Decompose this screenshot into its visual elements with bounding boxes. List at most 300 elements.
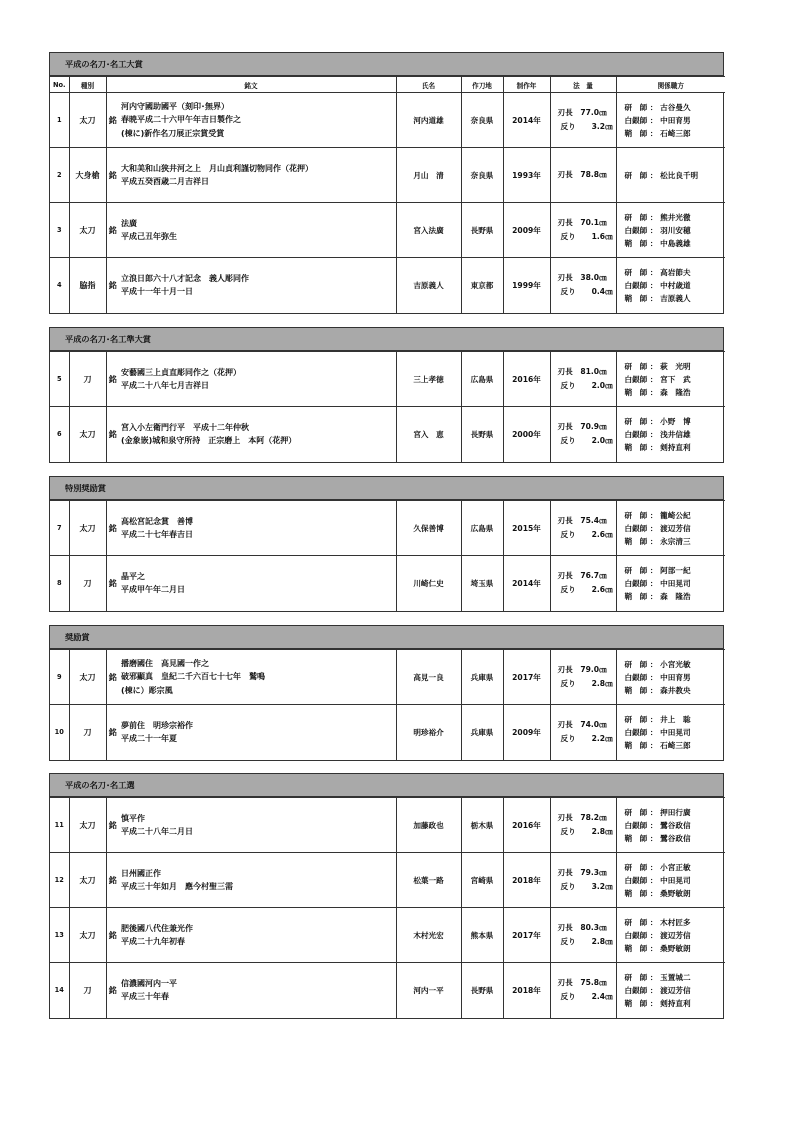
inscription-line: 播磨國住 高見國一作之 [121, 658, 209, 668]
row-number: 13 [50, 908, 69, 963]
curvature-value: 2.0㎝ [591, 381, 613, 390]
curvature [558, 434, 616, 448]
blade-length-label: 刃長 [557, 170, 573, 179]
inscription-line: 慎平作 [121, 813, 145, 823]
forge-location: 奈良県 [461, 93, 503, 148]
craftsmen [616, 203, 725, 258]
curvature-value: 2.8㎝ [591, 679, 613, 688]
column-header-measurement: 法 量 [550, 77, 616, 93]
section-title: 奨励賞 [50, 626, 723, 649]
production-year: 2017年 [503, 908, 550, 963]
craftsman-line: 白銀師 ： 中田育男 [624, 115, 691, 125]
row-number: 3 [50, 203, 69, 258]
mei-label: 銘 [106, 556, 119, 611]
curvature [558, 583, 616, 597]
inscription-line: 高松宮記念賞 善博 [121, 516, 193, 526]
table-row [50, 352, 725, 407]
sword-category: 太刀 [69, 407, 106, 462]
curvature-label: 反り [560, 122, 576, 131]
smith-name: 宮入 恵 [396, 407, 461, 462]
inscription-line: 宮入小左衛門行平 平成十二年仲秋 [121, 422, 249, 432]
curvature [558, 285, 616, 299]
blade-length-value: 79.3㎝ [580, 868, 607, 877]
blade-length [558, 811, 616, 825]
sword-category: 刀 [69, 705, 106, 760]
award-section [49, 625, 724, 761]
blade-length-label: 刃長 [557, 978, 573, 988]
sword-category: 太刀 [69, 203, 106, 258]
mei-label: 銘 [106, 258, 119, 313]
table-row [50, 963, 725, 1018]
inscription [119, 407, 396, 462]
section-title: 特別奨励賞 [50, 477, 723, 500]
curvature [558, 732, 616, 746]
measurements [550, 853, 616, 908]
craftsman-line: 白銀師 ： 渡辺芳信 [624, 523, 691, 533]
column-header-inscription: 銘文 [106, 77, 396, 93]
section-title: 平成の名刀･名工準大賞 [50, 328, 723, 351]
mei-label: 銘 [106, 501, 119, 556]
inscription-line: 肥後國八代住兼光作 [121, 923, 193, 933]
table-row [50, 93, 725, 148]
inscription [119, 501, 396, 556]
curvature-label: 反り [560, 992, 576, 1002]
production-year: 2000年 [503, 407, 550, 462]
blade-length-value: 79.0㎝ [580, 665, 607, 674]
blade-length-value: 70.1㎝ [580, 218, 607, 227]
measurements [550, 203, 616, 258]
measurements [550, 705, 616, 760]
blade-length-label: 刃長 [557, 868, 573, 877]
craftsman-line: 研 師 ： 古谷曼久 [624, 102, 691, 112]
blade-length-label: 刃長 [557, 422, 573, 432]
smith-name: 川崎仁史 [396, 556, 461, 611]
blade-length-value: 76.7㎝ [580, 571, 607, 581]
craftsman-line: 研 師 ： 小宮正敏 [624, 862, 691, 872]
mei-label: 銘 [106, 93, 119, 148]
row-number: 11 [50, 798, 69, 853]
inscription [119, 963, 396, 1018]
inscription-line: 平成己丑年弥生 [121, 232, 177, 241]
inscription-line: 河内守國助國平（刻印･無界） [121, 101, 229, 111]
craftsmen [616, 93, 725, 148]
craftsman-line: 鞘 師 ： 森 隆浩 [624, 387, 691, 397]
craftsman-line: 研 師 ： 木村匠多 [624, 917, 691, 927]
curvature-label: 反り [560, 882, 576, 891]
inscription [119, 798, 396, 853]
inscription-line: 信濃國河内一平 [121, 978, 177, 988]
blade-length-value: 78.8㎝ [580, 170, 607, 179]
production-year: 2014年 [503, 93, 550, 148]
craftsman-line: 研 師 ： 阿部一紀 [624, 565, 691, 575]
curvature-value: 2.2㎝ [591, 734, 613, 744]
smith-name: 吉原義人 [396, 258, 461, 313]
blade-length [558, 866, 616, 880]
inscription-line: 平成二十九年初春 [121, 937, 185, 946]
craftsman-line: 白銀師 ： 中田育男 [624, 672, 691, 682]
craftsman-line: 研 師 ： 熊井光徹 [624, 212, 691, 222]
row-number: 2 [50, 148, 69, 203]
curvature [558, 880, 616, 894]
forge-location: 宮崎県 [461, 853, 503, 908]
curvature [558, 379, 616, 393]
forge-location: 栃木県 [461, 798, 503, 853]
curvature-value: 1.6㎝ [591, 232, 613, 241]
award-section [49, 476, 724, 612]
award-section [49, 773, 724, 1019]
mei-label: 銘 [106, 148, 119, 203]
inscription-line: 日州國正作 [121, 868, 161, 878]
measurements [550, 93, 616, 148]
craftsman-line: 白銀師 ： 中田晃司 [624, 875, 691, 885]
craftsman-line: 白銀師 ： 中田晃司 [624, 727, 691, 737]
blade-length [558, 718, 616, 732]
row-number: 14 [50, 963, 69, 1018]
sword-category: 太刀 [69, 908, 106, 963]
blade-length [558, 168, 616, 182]
curvature [558, 825, 616, 839]
craftsman-line: 鞘 師 ： 剣持直利 [624, 442, 691, 452]
curvature [558, 935, 616, 949]
inscription [119, 853, 396, 908]
inscription-line: 安藝國三上貞直彫同作之（花押） [121, 367, 241, 377]
craftsman-line: 研 師 ： 小宮光敏 [624, 659, 691, 669]
craftsmen [616, 650, 725, 705]
measurements [550, 556, 616, 611]
award-section [49, 327, 724, 463]
table-row [50, 650, 725, 705]
craftsman-line: 鞘 師 ： 中島義雄 [624, 238, 691, 248]
craftsman-line: 白銀師 ： 渡辺芳信 [624, 985, 691, 995]
curvature-label: 反り [560, 827, 576, 836]
inscription-line: 夢前住 明珍宗裕作 [121, 720, 193, 730]
curvature-value: 2.6㎝ [591, 585, 613, 595]
craftsman-line: 鞘 師 ： 森 隆浩 [624, 591, 691, 601]
blade-length [558, 514, 616, 528]
curvature-value: 3.2㎝ [591, 122, 613, 131]
mei-label: 銘 [106, 650, 119, 705]
blade-length-label: 刃長 [557, 720, 573, 730]
measurements [550, 352, 616, 407]
blade-length-value: 75.4㎝ [580, 516, 607, 525]
inscription-line: (棟に)新作名刀展正宗賞受賞 [121, 128, 225, 138]
header-row [50, 77, 725, 93]
curvature-value: 2.4㎝ [591, 992, 613, 1002]
award-section [49, 52, 724, 314]
craftsman-line: 鞘 師 ： 桑野敏朗 [624, 943, 691, 953]
measurements [550, 501, 616, 556]
forge-location: 広島県 [461, 352, 503, 407]
inscription [119, 148, 396, 203]
smith-name: 河内一平 [396, 963, 461, 1018]
production-year: 1993年 [503, 148, 550, 203]
forge-location: 熊本県 [461, 908, 503, 963]
inscription-line: (棟に）彫宗風 [121, 685, 173, 695]
craftsman-line: 鞘 師 ： 鷺谷政信 [624, 833, 691, 843]
inscription-line: 平成二十一年夏 [121, 734, 177, 744]
blade-length-label: 刃長 [557, 813, 573, 822]
award-table [50, 500, 725, 611]
row-number: 1 [50, 93, 69, 148]
blade-length-label: 刃長 [557, 108, 573, 117]
inscription-line: 平成五癸酉歳二月吉祥日 [121, 177, 209, 186]
craftsmen [616, 556, 725, 611]
craftsman-line: 研 師 ： 押田行廣 [624, 807, 691, 817]
curvature-label: 反り [560, 232, 576, 241]
curvature-value: 2.6㎝ [591, 530, 613, 539]
measurements [550, 908, 616, 963]
inscription [119, 93, 396, 148]
craftsman-line: 研 師 ： 小野 博 [624, 416, 691, 426]
inscription-line: 平成十一年十月一日 [121, 287, 193, 297]
column-header-no: No. [50, 77, 69, 93]
inscription [119, 908, 396, 963]
production-year: 2009年 [503, 705, 550, 760]
table-row [50, 908, 725, 963]
production-year: 2018年 [503, 963, 550, 1018]
blade-length [558, 976, 616, 990]
smith-name: 月山 清 [396, 148, 461, 203]
column-header-name: 氏名 [396, 77, 461, 93]
blade-length-label: 刃長 [557, 516, 573, 525]
sword-category: 太刀 [69, 798, 106, 853]
production-year: 2017年 [503, 650, 550, 705]
curvature [558, 230, 616, 244]
table-row [50, 203, 725, 258]
table-row [50, 705, 725, 760]
award-table [50, 797, 725, 1018]
measurements [550, 650, 616, 705]
sword-category: 太刀 [69, 93, 106, 148]
award-table [50, 649, 725, 760]
production-year: 2009年 [503, 203, 550, 258]
production-year: 2016年 [503, 798, 550, 853]
forge-location: 長野県 [461, 963, 503, 1018]
curvature-label: 反り [560, 287, 576, 297]
blade-length-value: 78.2㎝ [580, 813, 607, 822]
mei-label: 銘 [106, 352, 119, 407]
row-number: 9 [50, 650, 69, 705]
sword-category: 大身槍 [69, 148, 106, 203]
blade-length-label: 刃長 [557, 367, 573, 376]
blade-length-value: 74.0㎝ [580, 720, 607, 730]
forge-location: 奈良県 [461, 148, 503, 203]
smith-name: 三上孝徳 [396, 352, 461, 407]
row-number: 12 [50, 853, 69, 908]
craftsman-line: 研 師 ： 高岩節夫 [624, 267, 691, 277]
inscription-line: 平成甲午年二月日 [121, 585, 185, 595]
smith-name: 加藤政也 [396, 798, 461, 853]
table-row [50, 556, 725, 611]
section-title: 平成の名刀･名工選 [50, 774, 723, 797]
mei-label: 銘 [106, 407, 119, 462]
blade-length-value: 81.0㎝ [580, 367, 607, 376]
inscription-line: 大和美和山狭井河之上 月山貞利謹切物同作（花押） [121, 163, 313, 173]
forge-location: 兵庫県 [461, 650, 503, 705]
craftsman-line: 研 師 ： 井上 聡 [624, 714, 691, 724]
craftsman-line: 白銀師 ： 中田晃司 [624, 578, 691, 588]
curvature-label: 反り [560, 679, 576, 688]
mei-label: 銘 [106, 908, 119, 963]
column-header-staff: 関係職方 [616, 77, 725, 93]
measurements [550, 258, 616, 313]
inscription-line: 平成二十八年二月日 [121, 827, 193, 836]
table-row [50, 501, 725, 556]
craftsmen [616, 258, 725, 313]
blade-length-value: 38.0㎝ [580, 273, 607, 283]
curvature [558, 677, 616, 691]
inscription-line: 破邪顯真 皇紀二千六百七十七年 鷲鳴 [121, 672, 265, 682]
table-row [50, 853, 725, 908]
craftsman-line: 研 師 ： 松比良千明 [624, 170, 699, 180]
curvature-value: 3.2㎝ [591, 882, 613, 891]
production-year: 2014年 [503, 556, 550, 611]
measurements [550, 798, 616, 853]
forge-location: 兵庫県 [461, 705, 503, 760]
blade-length-value: 77.0㎝ [580, 108, 607, 117]
mei-label: 銘 [106, 798, 119, 853]
row-number: 8 [50, 556, 69, 611]
curvature-value: 2.8㎝ [591, 827, 613, 836]
production-year: 1999年 [503, 258, 550, 313]
curvature [558, 990, 616, 1004]
craftsmen [616, 853, 725, 908]
forge-location: 広島県 [461, 501, 503, 556]
smith-name: 高見一良 [396, 650, 461, 705]
craftsman-line: 白銀師 ： 中村歳道 [624, 280, 691, 290]
craftsman-line: 鞘 師 ： 森井教央 [624, 685, 691, 695]
inscription-line: 春暁平成二十六甲午年吉日製作之 [121, 115, 241, 125]
craftsman-line: 鞘 師 ： 石崎三郎 [624, 128, 691, 138]
production-year: 2018年 [503, 853, 550, 908]
craftsmen [616, 798, 725, 853]
blade-length-value: 75.8㎝ [580, 978, 607, 988]
table-row [50, 258, 725, 313]
craftsmen [616, 963, 725, 1018]
sword-category: 太刀 [69, 650, 106, 705]
column-header-year: 制作年 [503, 77, 550, 93]
row-number: 10 [50, 705, 69, 760]
forge-location: 長野県 [461, 203, 503, 258]
sword-category: 刀 [69, 963, 106, 1018]
row-number: 6 [50, 407, 69, 462]
blade-length-label: 刃長 [557, 218, 573, 227]
sword-category: 太刀 [69, 501, 106, 556]
row-number: 7 [50, 501, 69, 556]
inscription-line: 平成二十八年七月吉祥日 [121, 381, 209, 390]
craftsmen [616, 501, 725, 556]
blade-length [558, 420, 616, 434]
mei-label: 銘 [106, 853, 119, 908]
curvature-value: 0.4㎝ [591, 287, 613, 297]
craftsman-line: 白銀師 ： 渡辺芳信 [624, 930, 691, 940]
craftsmen [616, 352, 725, 407]
row-number: 4 [50, 258, 69, 313]
table-row [50, 148, 725, 203]
blade-length [558, 271, 616, 285]
award-table [50, 351, 725, 462]
inscription-line: 平成二十七年春吉日 [121, 530, 193, 539]
blade-length [558, 365, 616, 379]
blade-length-label: 刃長 [557, 923, 573, 932]
inscription-line: (金象嵌)城和泉守所持 正宗磨上 本阿（花押） [121, 436, 297, 446]
inscription [119, 203, 396, 258]
production-year: 2015年 [503, 501, 550, 556]
craftsman-line: 白銀師 ： 羽川安穂 [624, 225, 691, 235]
mei-label: 銘 [106, 963, 119, 1018]
curvature-label: 反り [560, 436, 576, 446]
section-title: 平成の名刀･名工大賞 [50, 53, 723, 76]
mei-label: 銘 [106, 203, 119, 258]
table-row [50, 798, 725, 853]
inscription-line: 平成三十年春 [121, 992, 169, 1002]
craftsman-line: 鞘 師 ： 石崎三郎 [624, 740, 691, 750]
inscription-line: 晶平之 [121, 571, 145, 581]
column-header-location: 作刀地 [461, 77, 503, 93]
blade-length-value: 70.9㎝ [580, 422, 607, 432]
blade-length [558, 569, 616, 583]
curvature-value: 2.8㎝ [591, 937, 613, 946]
blade-length-label: 刃長 [557, 571, 573, 581]
column-header-category: 種別 [69, 77, 106, 93]
smith-name: 久保善博 [396, 501, 461, 556]
measurements [550, 407, 616, 462]
measurements [550, 963, 616, 1018]
curvature-label: 反り [560, 585, 576, 595]
award-table [50, 76, 725, 313]
craftsman-line: 鞘 師 ： 吉原義人 [624, 293, 691, 303]
craftsmen [616, 148, 725, 203]
craftsman-line: 白銀師 ： 鷺谷政信 [624, 820, 691, 830]
curvature-label: 反り [560, 381, 576, 390]
row-number: 5 [50, 352, 69, 407]
craftsman-line: 研 師 ： 玉置城二 [624, 972, 691, 982]
production-year: 2016年 [503, 352, 550, 407]
sword-category: 刀 [69, 352, 106, 407]
sword-category: 太刀 [69, 853, 106, 908]
blade-length [558, 663, 616, 677]
blade-length [558, 216, 616, 230]
craftsman-line: 鞘 師 ： 桑野敏朗 [624, 888, 691, 898]
sword-category: 脇指 [69, 258, 106, 313]
inscription-line: 法廣 [121, 218, 137, 228]
craftsmen [616, 407, 725, 462]
forge-location: 長野県 [461, 407, 503, 462]
curvature-value: 2.0㎝ [591, 436, 613, 446]
curvature-label: 反り [560, 937, 576, 946]
blade-length-label: 刃長 [557, 273, 573, 283]
inscription [119, 705, 396, 760]
forge-location: 東京都 [461, 258, 503, 313]
inscription [119, 650, 396, 705]
smith-name: 木村光宏 [396, 908, 461, 963]
inscription [119, 556, 396, 611]
smith-name: 宮入法廣 [396, 203, 461, 258]
blade-length [558, 106, 616, 120]
craftsman-line: 白銀師 ： 浅井信雄 [624, 429, 691, 439]
mei-label: 銘 [106, 705, 119, 760]
blade-length [558, 921, 616, 935]
curvature-label: 反り [560, 530, 576, 539]
craftsmen [616, 705, 725, 760]
inscription [119, 352, 396, 407]
craftsman-line: 研 師 ： 萩 光明 [624, 361, 691, 371]
smith-name: 明珍裕介 [396, 705, 461, 760]
forge-location: 埼玉県 [461, 556, 503, 611]
curvature [558, 528, 616, 542]
blade-length-value: 80.3㎝ [580, 923, 607, 932]
inscription-line: 平成三十年如月 應今村聖三需 [121, 882, 233, 891]
